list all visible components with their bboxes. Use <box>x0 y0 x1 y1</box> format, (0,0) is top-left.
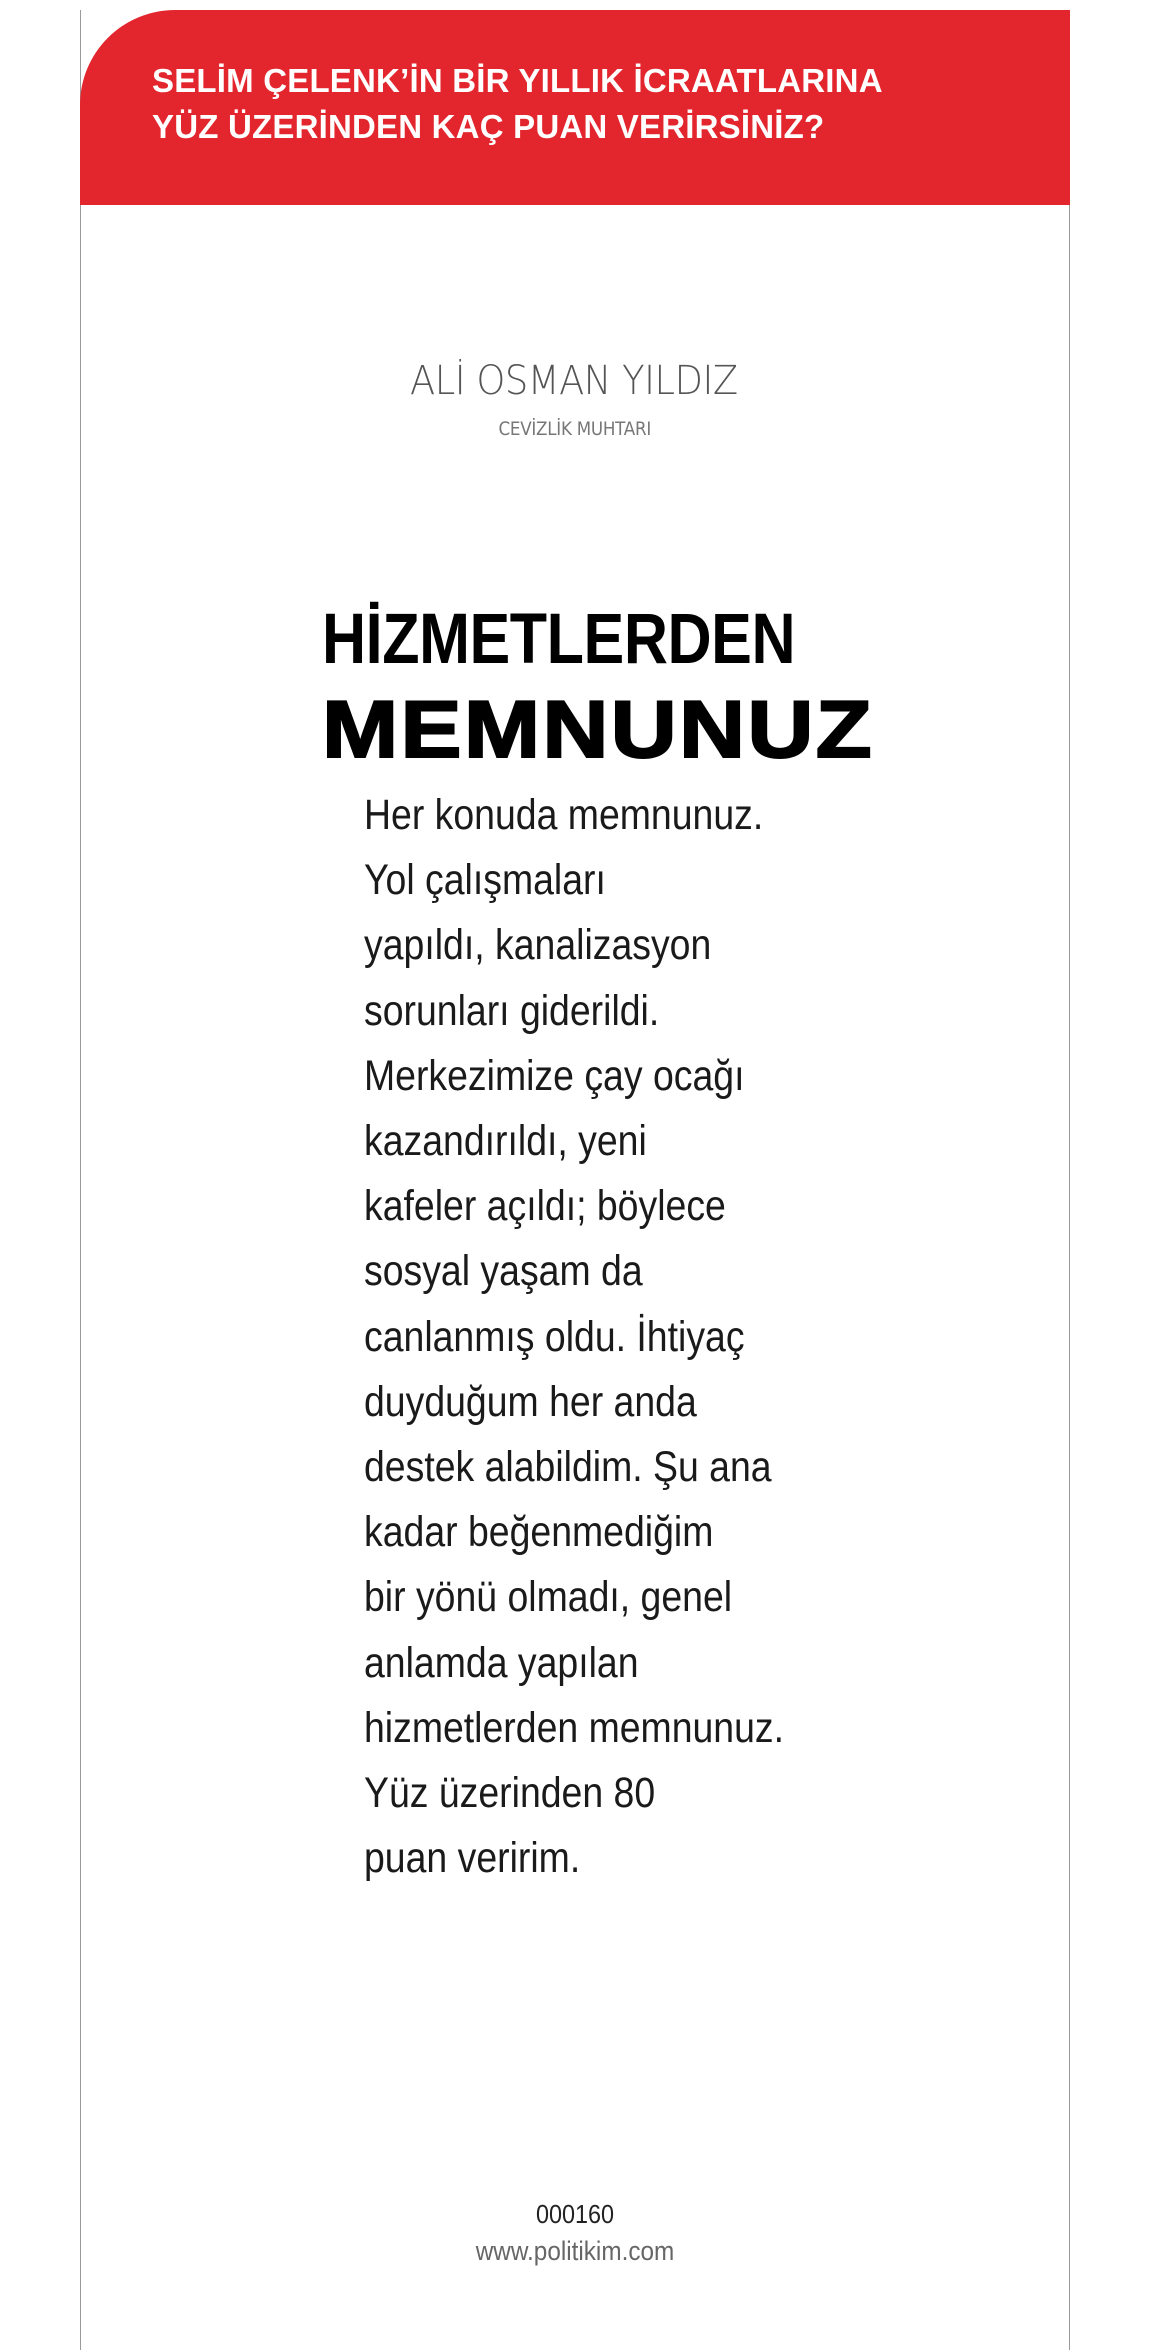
answer-line: Yol çalışmaları <box>364 856 606 905</box>
answer-line: puan veririm. <box>364 1834 581 1883</box>
answer-text <box>364 783 847 1891</box>
answer-line: kazandırıldı, yeni <box>364 1117 647 1166</box>
question-title-line: YÜZ ÜZERİNDEN KAÇ PUAN VERİRSİNİZ? <box>152 108 825 145</box>
answer-line: Merkezimize çay ocağı <box>364 1051 745 1100</box>
answer-line: kafeler açıldı; böylece <box>364 1182 726 1231</box>
headline-line-2: MEMNUNUZ <box>322 685 874 775</box>
page-code: 000160 <box>535 2199 615 2229</box>
answer-line: hizmetlerden memnunuz. <box>364 1703 785 1752</box>
answer-line: Yüz üzerinden 80 <box>364 1769 656 1818</box>
answer-line: destek alabildim. Şu ana <box>364 1443 772 1492</box>
answer-line: sorunları giderildi. <box>364 986 660 1035</box>
respondent-name: ALİ OSMAN YILDIZ <box>410 358 738 404</box>
answer-line: bir yönü olmadı, genel <box>364 1573 733 1622</box>
question-title <box>152 58 1032 150</box>
answer-line: yapıldı, kanalizasyon <box>364 921 712 970</box>
website-link[interactable]: www.politikim.com <box>475 2236 675 2266</box>
question-title-line: SELİM ÇELENK’İN BİR YILLIK İCRAATLARINA <box>152 62 883 99</box>
answer-line: sosyal yaşam da <box>364 1247 643 1296</box>
headline-line-1: HİZMETLERDEN <box>322 600 796 679</box>
answer-line: Her konuda memnunuz. <box>364 791 764 839</box>
answer-line: canlanmış oldu. İhtiyaç <box>364 1312 745 1361</box>
respondent-role: CEVİZLİK MUHTARI <box>498 418 652 440</box>
answer-line: duyduğum her anda <box>364 1377 697 1426</box>
answer-line: anlamda yapılan <box>364 1638 639 1687</box>
answer-line: kadar beğenmediğim <box>364 1508 714 1557</box>
